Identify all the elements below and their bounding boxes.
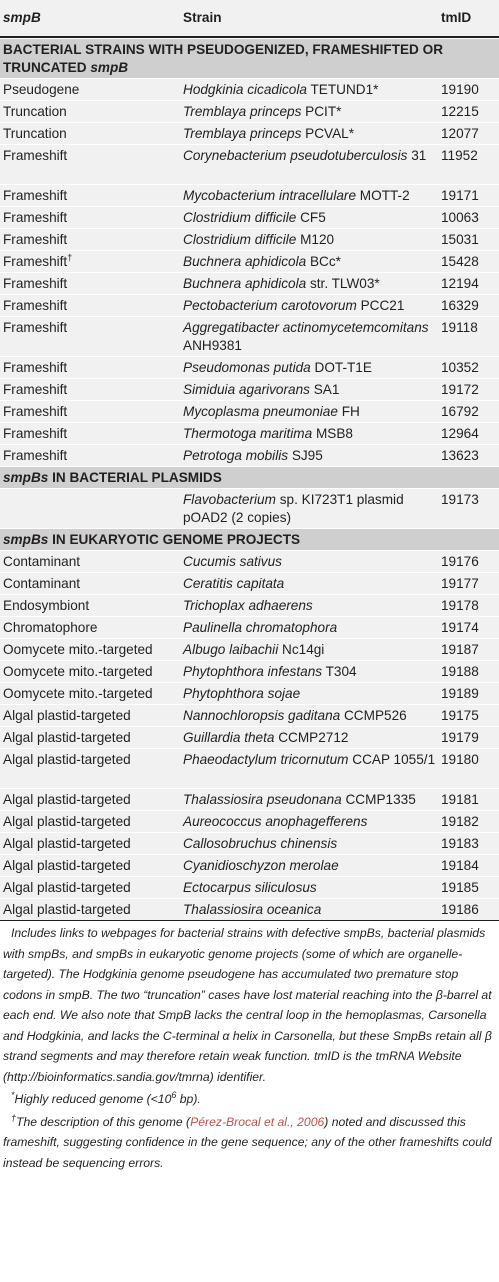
cell-type-text: Oomycete mito.-targeted	[3, 664, 153, 679]
cell-type	[0, 187, 183, 205]
table-row	[0, 572, 499, 594]
table-row	[0, 378, 499, 400]
strain-detail: SJ95	[291, 448, 323, 463]
strain-species[interactable]: Clostridium difficile	[183, 232, 297, 247]
cell-tmid: 13623	[441, 448, 479, 463]
strain-detail: TETUND1*	[310, 82, 379, 97]
footnote-star-exp: 6	[171, 1089, 177, 1100]
strain-detail: str. TLW03*	[309, 276, 380, 291]
table-row	[0, 854, 499, 876]
table-row	[0, 294, 499, 316]
cell-type-text: Frameshift	[3, 254, 68, 269]
table-row	[0, 638, 499, 660]
table-row	[0, 876, 499, 898]
strain-species[interactable]: Albugo laibachii	[183, 642, 279, 657]
cell-type-text: Truncation	[3, 126, 67, 141]
cell-type-text: Algal plastid-targeted	[3, 814, 131, 829]
strain-detail: PCIT*	[305, 104, 342, 119]
cell-type	[0, 751, 183, 769]
table-row	[0, 898, 499, 920]
cell-type-text: Frameshift	[3, 298, 68, 313]
table-row	[0, 422, 499, 444]
cell-type-text: Frameshift	[3, 148, 68, 163]
strain-species[interactable]: Paulinella chromatophora	[183, 620, 338, 635]
strain-species[interactable]: Petrotoga mobilis	[183, 448, 289, 463]
strain-detail: 31	[411, 148, 427, 163]
section-header	[0, 528, 499, 550]
footnote-main: Includes links to webpages for bacterial strains with defective smpBs, bacterial plasmids with smpBs, and smpBs in eukaryotic genome projects (some of which are organelle-targeted). The Hodgkinia genome pseudogene has accumulated two premature stop codons in smpB. The two “truncation” cases have lost material reaching into the β-barrel at each end. We also note that SmpB lacks the central loop in the hemoplasmas, Carsonella and Hodgkinia, and lacks the C-terminal α helix in Carsonella, but these SmpBs retain all β strand segments and may therefore retain weak function. tmID is the tmRNA Website (http://bioinformatics.sandia.gov/tmrna) identifier.	[3, 926, 492, 1084]
cell-type-text: Oomycete mito.-targeted	[3, 642, 153, 657]
table-body	[0, 38, 499, 920]
cell-tmid: 19177	[441, 576, 479, 591]
section-title-italic: smpB	[90, 60, 129, 75]
cell-type	[0, 597, 183, 615]
strain-species[interactable]: Pectobacterium carotovorum	[183, 298, 357, 313]
cell-tmid: 12964	[441, 426, 479, 441]
cell-strain[interactable]	[183, 275, 438, 293]
cell-tmid: 19186	[441, 902, 479, 917]
strain-species[interactable]: Thalassiosira pseudonana	[183, 792, 342, 807]
strain-species[interactable]: Simiduia agarivorans	[183, 382, 310, 397]
table-row	[0, 228, 499, 250]
cell-strain[interactable]	[183, 663, 438, 681]
citation-link[interactable]: Pérez-Brocal et al., 2006	[190, 1114, 325, 1129]
cell-type-text: Frameshift	[3, 426, 68, 441]
cell-strain[interactable]	[183, 297, 438, 315]
table-row	[0, 184, 499, 206]
strain-species[interactable]: Buchnera aphidicola	[183, 276, 307, 291]
cell-strain[interactable]	[183, 901, 438, 919]
cell-type	[0, 231, 183, 249]
cell-type-text: Frameshift	[3, 276, 68, 291]
strain-detail: MSB8	[315, 426, 353, 441]
table-row	[0, 726, 499, 748]
strain-detail: CCMP1335	[345, 792, 416, 807]
cell-strain[interactable]	[183, 707, 438, 725]
cell-type-text: Oomycete mito.-targeted	[3, 686, 153, 701]
cell-strain[interactable]	[183, 447, 438, 465]
cell-strain[interactable]	[183, 187, 438, 205]
cell-type	[0, 835, 183, 853]
cell-type-text: Frameshift	[3, 404, 68, 419]
strain-species[interactable]: Flavobacterium	[183, 492, 276, 507]
cell-tmid: 19188	[441, 664, 479, 679]
section-header	[0, 466, 499, 488]
cell-strain[interactable]	[183, 103, 438, 121]
cell-tmid: 10352	[441, 360, 479, 375]
cell-strain[interactable]	[183, 619, 438, 637]
section-title-plain: TRUNCATED	[3, 60, 91, 75]
strain-detail: MOTT-2	[359, 188, 410, 203]
cell-strain[interactable]	[183, 425, 438, 443]
cell-type	[0, 707, 183, 725]
cell-tmid: 19187	[441, 642, 479, 657]
cell-type-text: Algal plastid-targeted	[3, 858, 131, 873]
cell-type-text: Frameshift	[3, 210, 68, 225]
cell-type	[0, 103, 183, 121]
strain-species[interactable]: Nannochloropsis gaditana	[183, 708, 341, 723]
table-row	[0, 682, 499, 704]
cell-tmid: 15031	[441, 232, 479, 247]
footnotes	[0, 921, 499, 1173]
cell-tmid: 19118	[441, 320, 478, 335]
header-smpb: smpB	[3, 10, 41, 25]
cell-type	[0, 297, 183, 315]
strain-detail: T304	[325, 664, 357, 679]
cell-type	[0, 663, 183, 681]
cell-tmid: 10063	[441, 210, 479, 225]
table-row	[0, 444, 499, 466]
table-header	[0, 0, 499, 38]
cell-strain[interactable]	[183, 381, 438, 399]
section-title-plain: IN BACTERIAL PLASMIDS	[48, 470, 222, 485]
cell-tmid: 12077	[441, 126, 479, 141]
strain-detail: ANH9381	[183, 338, 242, 353]
cell-tmid: 19183	[441, 836, 479, 851]
strain-species[interactable]: Cyanidioschyzon merolae	[183, 858, 339, 873]
table-row	[0, 272, 499, 294]
cell-tmid: 19189	[441, 686, 479, 701]
table-row	[0, 400, 499, 422]
footnote-star	[3, 1089, 496, 1110]
strain-species[interactable]: Callosobruchus chinensis	[183, 836, 338, 851]
cell-type-text: Algal plastid-targeted	[3, 880, 131, 895]
table-row	[0, 316, 499, 356]
cell-strain[interactable]	[183, 641, 438, 659]
cell-strain[interactable]	[183, 685, 438, 703]
section-title-italic: smpBs	[3, 532, 49, 547]
footnote-star-mark: *	[11, 1089, 15, 1100]
cell-tmid: 19179	[441, 730, 479, 745]
table-row	[0, 78, 499, 100]
cell-type-text: Endosymbiont	[3, 598, 90, 613]
cell-strain[interactable]	[183, 729, 438, 747]
cell-strain[interactable]	[183, 835, 438, 853]
cell-type-text: Frameshift	[3, 448, 68, 463]
strain-detail: CCAP 1055/1	[352, 752, 436, 767]
table-row	[0, 488, 499, 528]
cell-type-text: Contaminant	[3, 576, 81, 591]
strain-species[interactable]: Mycoplasma pneumoniae	[183, 404, 338, 419]
strain-species[interactable]: Ceratitis capitata	[183, 576, 285, 591]
cell-type-text: Frameshift	[3, 320, 68, 335]
cell-type-text: Frameshift	[3, 232, 68, 247]
cell-tmid: 19176	[441, 554, 479, 569]
table-row	[0, 356, 499, 378]
cell-type	[0, 879, 183, 897]
cell-tmid: 19181	[441, 792, 479, 807]
cell-strain[interactable]	[183, 491, 438, 527]
cell-type	[0, 81, 183, 99]
cell-strain[interactable]	[183, 253, 438, 271]
cell-strain[interactable]	[183, 879, 438, 897]
cell-type	[0, 425, 183, 443]
cell-strain[interactable]	[183, 575, 438, 593]
cell-type	[0, 125, 183, 143]
cell-strain[interactable]	[183, 597, 438, 615]
header-strain: Strain	[183, 10, 222, 25]
table-row	[0, 748, 499, 788]
cell-type	[0, 641, 183, 659]
strain-detail: sp. KI723T1 plasmid pOAD2 (2 copies)	[183, 492, 404, 525]
section-title-plain: IN EUKARYOTIC GENOME PROJECTS	[48, 532, 301, 547]
cell-tmid: 19182	[441, 814, 479, 829]
footnote-dagger	[3, 1112, 496, 1174]
strain-species[interactable]: Tremblaya princeps	[183, 104, 302, 119]
table-row	[0, 832, 499, 854]
cell-type	[0, 729, 183, 747]
table-row	[0, 616, 499, 638]
table-row	[0, 250, 499, 272]
table-row	[0, 788, 499, 810]
cell-strain[interactable]	[183, 857, 438, 875]
cell-tmid: 19178	[441, 598, 479, 613]
strain-detail: CCMP526	[343, 708, 407, 723]
cell-strain[interactable]	[183, 403, 438, 421]
table-row	[0, 810, 499, 832]
strain-species[interactable]: Mycobacterium intracellulare	[183, 188, 357, 203]
cell-type	[0, 147, 183, 165]
strain-detail: DOT-T1E	[314, 360, 372, 375]
strain-detail: Nc14gi	[282, 642, 325, 657]
cell-tmid: 16792	[441, 404, 479, 419]
cell-strain[interactable]	[183, 125, 438, 143]
table-row	[0, 144, 499, 184]
strain-species[interactable]: Thermotoga maritima	[183, 426, 313, 441]
cell-type-text: Frameshift	[3, 382, 68, 397]
cell-tmid: 12194	[441, 276, 479, 291]
cell-type	[0, 381, 183, 399]
cell-type-text: Algal plastid-targeted	[3, 708, 131, 723]
strain-species[interactable]: Pseudomonas putida	[183, 360, 311, 375]
cell-type	[0, 447, 183, 465]
cell-type	[0, 359, 183, 377]
cell-strain[interactable]	[183, 553, 438, 571]
table-row	[0, 100, 499, 122]
cell-type-text: Truncation	[3, 104, 67, 119]
strain-detail: CF5	[300, 210, 326, 225]
strain-species[interactable]: Buchnera aphidicola	[183, 254, 307, 269]
cell-type	[0, 685, 183, 703]
strain-species[interactable]: Tremblaya princeps	[183, 126, 302, 141]
cell-strain[interactable]	[183, 209, 438, 227]
cell-type	[0, 403, 183, 421]
section-title-line2	[3, 59, 496, 77]
cell-tmid: 19171	[441, 188, 479, 203]
cell-strain[interactable]	[183, 813, 438, 831]
strain-species[interactable]: Phytophthora infestans	[183, 664, 323, 679]
cell-type-text: Algal plastid-targeted	[3, 836, 131, 851]
cell-tmid: 15428	[441, 254, 479, 269]
cell-type-text: Algal plastid-targeted	[3, 730, 131, 745]
cell-type	[0, 813, 183, 831]
cell-tmid: 19174	[441, 620, 479, 635]
footnote-star-tail: bp).	[176, 1092, 201, 1106]
footnote-dagger-pre: The description of this genome (	[16, 1114, 191, 1129]
cell-type	[0, 901, 183, 919]
strain-species[interactable]: Ectocarpus siliculosus	[183, 880, 317, 895]
footnote-dagger-post: ) noted and discussed this frameshift, suggesting confidence in the gene sequence; any of the other frameshifts could instead be sequencing errors.	[3, 1114, 492, 1170]
cell-strain[interactable]	[183, 231, 438, 249]
cell-strain[interactable]	[183, 359, 438, 377]
cell-type-text: Algal plastid-targeted	[3, 752, 131, 767]
strain-species[interactable]: Aureococcus anophagefferens	[183, 814, 368, 829]
cell-type-text: Chromatophore	[3, 620, 98, 635]
strain-detail: SA1	[313, 382, 340, 397]
strain-species[interactable]: Hodgkinia cicadicola	[183, 82, 307, 97]
cell-tmid: 19190	[441, 82, 479, 97]
strain-detail: BCc*	[309, 254, 341, 269]
cell-type-text: Pseudogene	[3, 82, 80, 97]
cell-tmid: 19172	[441, 382, 479, 397]
strain-species[interactable]: Corynebacterium pseudotuberculosis	[183, 148, 408, 163]
footnote-dagger-mark: †	[11, 1112, 17, 1123]
cell-tmid: 11952	[441, 148, 478, 163]
strain-detail: CCMP2712	[278, 730, 349, 745]
strain-species[interactable]: Cucumis sativus	[183, 554, 282, 569]
strain-species[interactable]: Aggregatibacter actinomycetemcomitans	[183, 320, 429, 335]
cell-tmid: 19175	[441, 708, 479, 723]
cell-type	[0, 209, 183, 227]
cell-type	[0, 553, 183, 571]
cell-tmid: 19185	[441, 880, 479, 895]
cell-tmid: 19180	[441, 752, 479, 767]
strain-species[interactable]: Trichoplax adhaerens	[183, 598, 313, 613]
strain-detail: PCC21	[360, 298, 405, 313]
cell-strain[interactable]	[183, 751, 438, 769]
cell-strain[interactable]	[183, 147, 438, 165]
cell-tmid: 19173	[441, 492, 479, 507]
strain-species[interactable]: Guillardia theta	[183, 730, 275, 745]
cell-type-text: Algal plastid-targeted	[3, 902, 131, 917]
cell-strain[interactable]	[183, 81, 438, 99]
cell-type	[0, 575, 183, 593]
cell-type	[0, 275, 183, 293]
table-row	[0, 206, 499, 228]
table-row	[0, 660, 499, 682]
table-row	[0, 122, 499, 144]
strain-species[interactable]: Clostridium difficile	[183, 210, 297, 225]
cell-strain[interactable]	[183, 791, 438, 809]
cell-strain[interactable]	[183, 319, 438, 355]
dagger-mark: †	[67, 252, 73, 263]
strain-detail: FH	[341, 404, 360, 419]
cell-type-text: Contaminant	[3, 554, 81, 569]
cell-type-text: Frameshift	[3, 188, 68, 203]
table-row	[0, 594, 499, 616]
cell-type	[0, 253, 183, 271]
strain-species[interactable]: Phaeodactylum tricornutum	[183, 752, 349, 767]
header-tmid: tmID	[441, 10, 472, 25]
section-title-line1: BACTERIAL STRAINS WITH PSEUDOGENIZED, FRAMESHIFTED OR	[3, 42, 444, 57]
cell-type	[0, 857, 183, 875]
cell-type	[0, 319, 183, 337]
strain-detail: M120	[300, 232, 335, 247]
strain-detail: PCVAL*	[305, 126, 355, 141]
strain-species[interactable]: Phytophthora sojae	[183, 686, 301, 701]
cell-type	[0, 791, 183, 809]
cell-tmid: 12215	[441, 104, 479, 119]
cell-tmid: 19184	[441, 858, 479, 873]
table-row	[0, 704, 499, 726]
section-header	[0, 38, 499, 78]
cell-type	[0, 619, 183, 637]
cell-tmid: 16329	[441, 298, 479, 313]
table-row	[0, 550, 499, 572]
cell-type-text: Frameshift	[3, 360, 68, 375]
strain-species[interactable]: Thalassiosira oceanica	[183, 902, 322, 917]
section-title-italic: smpBs	[3, 470, 49, 485]
footnote-star-text: Highly reduced genome (<10	[14, 1092, 172, 1106]
cell-type-text: Algal plastid-targeted	[3, 792, 131, 807]
